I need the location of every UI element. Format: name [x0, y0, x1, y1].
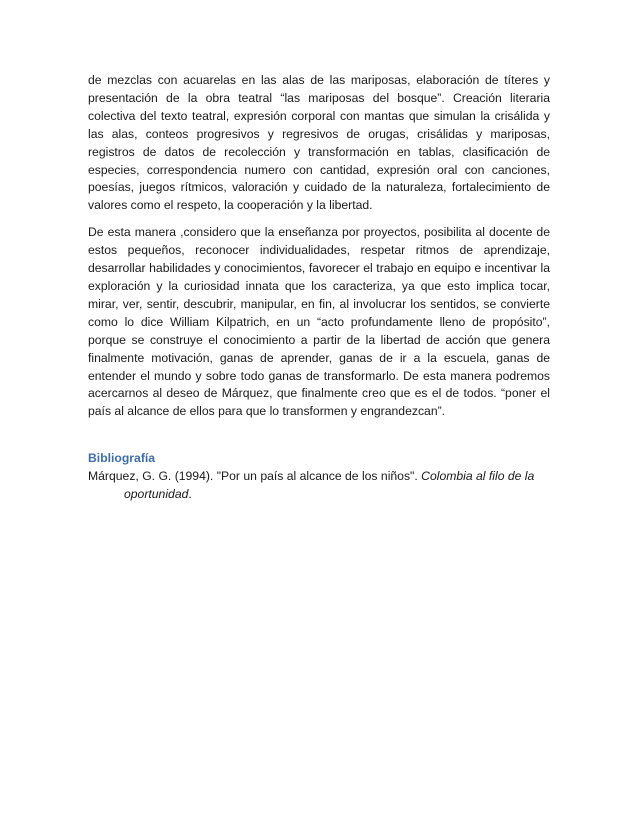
document-page	[88, 72, 550, 503]
body-paragraph-2: De esta manera ,considero que la enseñanza por proyectos, posibilita al docente de estos pequeños, reconocer individualidades, respetar ritmos de aprendizaje, desarrollar habilidades y conocimientos, favorecer el trabajo en equipo e incentivar la exploración y la curiosidad innata que los caracteriza, ya que esto implica tocar, mirar, ver, sentir, descubrir, manipular, en fin, al involucrar los sentidos, se convierte como lo dice William Kilpatrich, en un “acto profundamente lleno de propósito”, porque se construye el conocimiento a partir de la libertad de acción que genera finalmente motivación, ganas de aprender, ganas de ir a la escuela, ganas de entender el mundo y sobre todo ganas de transformarlo. De esta manera podremos acercarnos al deseo de Márquez, que finalmente creo que es el de todos. “poner el país al alcance de ellos para que lo transformen y engrandezcan”.	[88, 225, 550, 419]
bibliography-entry	[88, 467, 550, 503]
body-paragraph-1: de mezclas con acuarelas en las alas de las mariposas, elaboración de títeres y presentación de la obra teatral “las mariposas del bosque”. Creación literaria colectiva del texto teatral, expresión corporal con mantas que simulan la crisálida y las alas, conteos progresivos y regresivos de orugas, crisálidas y mariposas, registros de datos de recolección y transformación en tablas, clasificación de especies, correspondencia numero con cantidad, expresión oral con canciones, poesías, juegos rítmicos, valoración y cuidado de la naturaleza, fortalecimiento de valores como el respeto, la cooperación y la libertad.	[88, 73, 550, 213]
bibliography-entry-author-title: Márquez, G. G. (1994). "Por un país al alcance de los niños".	[88, 469, 422, 484]
bibliography-entry-end: .	[188, 487, 192, 502]
bibliography-heading: Bibliografía	[88, 451, 156, 466]
bibliography-entry-book-title: Colombia al filo de la oportunidad	[124, 469, 535, 502]
